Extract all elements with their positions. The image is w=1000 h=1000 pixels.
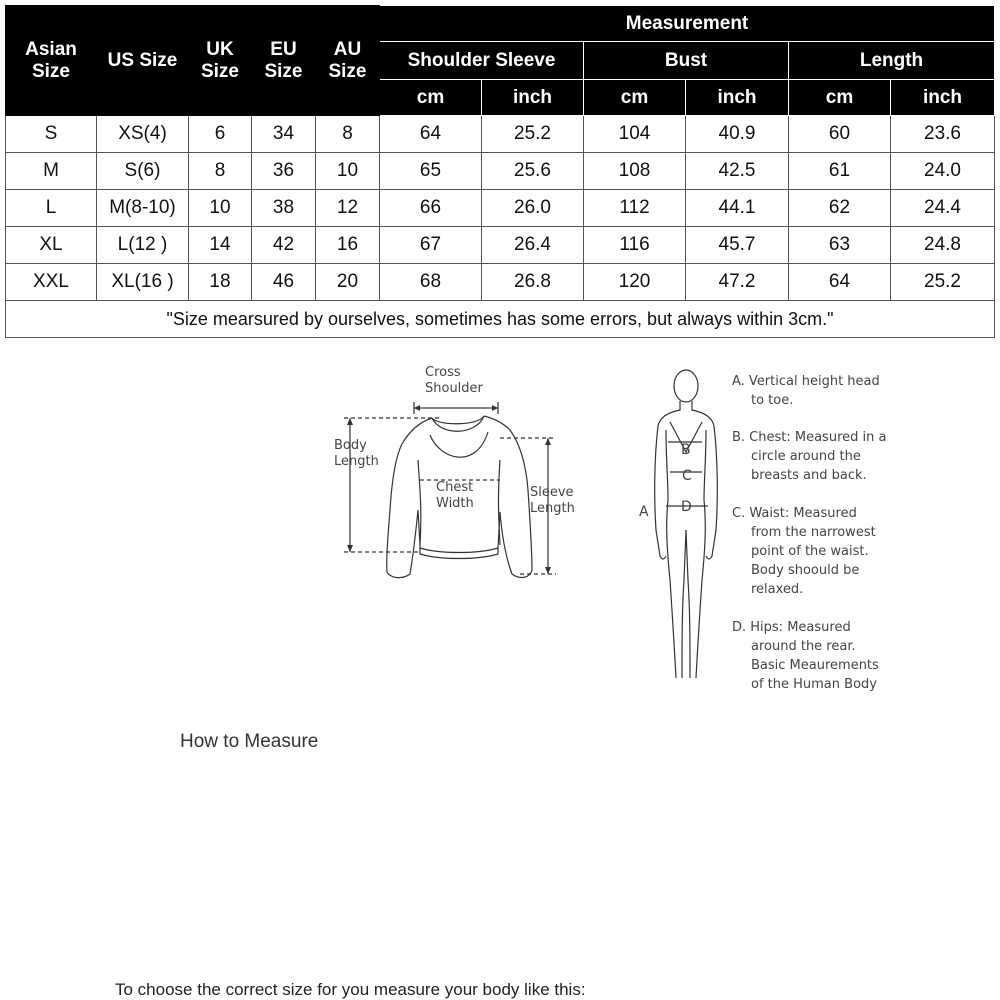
- body-length-label: [334, 438, 379, 470]
- table-row: [6, 264, 995, 301]
- cell-asian-size: S: [6, 116, 97, 153]
- table-row: [6, 190, 995, 227]
- header-unit-inch: inch: [891, 80, 995, 116]
- cell-bust-cm: 116: [584, 227, 686, 264]
- cell-au-size: 20: [316, 264, 380, 301]
- legend-item-line: from the narrowest: [751, 525, 876, 540]
- cell-shoulder-sleeve-cm: 64: [380, 116, 482, 153]
- header-us-size: US Size: [97, 6, 189, 116]
- legend-item-head: A. Vertical height head: [732, 374, 880, 389]
- measurement-note: "Size mearsured by ourselves, sometimes has some errors, but always within 3cm.": [6, 301, 995, 338]
- size-chart-table: [5, 5, 995, 338]
- header-unit-inch: inch: [482, 80, 584, 116]
- legend-item-b: [732, 428, 886, 485]
- cell-length-inch: 24.0: [891, 153, 995, 190]
- measurement-guide: [0, 360, 1000, 999]
- how-to-measure-title: How to Measure: [180, 731, 319, 752]
- legend-item-line: circle around the: [751, 449, 861, 464]
- cell-bust-inch: 45.7: [686, 227, 789, 264]
- cell-asian-size: L: [6, 190, 97, 227]
- body-length-label-line: Body: [334, 438, 367, 453]
- cell-us-size: M(8-10): [97, 190, 189, 227]
- header-unit-cm: cm: [789, 80, 891, 116]
- legend-item-line: of the Human Body: [751, 677, 877, 692]
- body-figure-sketch: [655, 370, 718, 678]
- chest-width-label-line: Width: [436, 496, 474, 511]
- header-unit-cm: cm: [584, 80, 686, 116]
- cell-eu-size: 46: [252, 264, 316, 301]
- cell-au-size: 10: [316, 153, 380, 190]
- cell-shoulder-sleeve-cm: 67: [380, 227, 482, 264]
- cell-us-size: S(6): [97, 153, 189, 190]
- header-measurement: Measurement: [380, 6, 995, 42]
- cell-length-inch: 25.2: [891, 264, 995, 301]
- legend-item-line: point of the waist.: [751, 544, 869, 559]
- cell-uk-size: 6: [189, 116, 252, 153]
- cell-au-size: 8: [316, 116, 380, 153]
- cell-length-inch: 24.4: [891, 190, 995, 227]
- cell-au-size: 16: [316, 227, 380, 264]
- cell-bust-inch: 47.2: [686, 264, 789, 301]
- cell-asian-size: XL: [6, 227, 97, 264]
- body-length-label-line: Length: [334, 454, 379, 469]
- cell-shoulder-sleeve-cm: 66: [380, 190, 482, 227]
- cell-bust-cm: 120: [584, 264, 686, 301]
- cell-shoulder-sleeve-cm: 68: [380, 264, 482, 301]
- legend-item-head: B. Chest: Measured in a: [732, 430, 887, 445]
- cell-bust-cm: 104: [584, 116, 686, 153]
- legend-item-line: to toe.: [751, 393, 794, 408]
- table-row: [6, 116, 995, 153]
- cross-shoulder-label: [425, 365, 483, 397]
- cell-uk-size: 14: [189, 227, 252, 264]
- cell-eu-size: 42: [252, 227, 316, 264]
- legend-item-head: C. Waist: Measured: [732, 506, 857, 521]
- legend-item-line: around the rear.: [751, 639, 856, 654]
- cell-length-inch: 23.6: [891, 116, 995, 153]
- cell-uk-size: 10: [189, 190, 252, 227]
- body-letter-b: B: [681, 442, 691, 458]
- legend-item-d: [732, 618, 879, 694]
- legend-item-line: relaxed.: [751, 582, 804, 597]
- cross-shoulder-label-line: Cross: [425, 365, 461, 380]
- legend-item-c: [732, 504, 876, 599]
- cell-bust-inch: 42.5: [686, 153, 789, 190]
- cell-shoulder-sleeve-inch: 25.2: [482, 116, 584, 153]
- header-au-size: AU Size: [316, 6, 380, 116]
- cell-eu-size: 38: [252, 190, 316, 227]
- size-rows: [6, 116, 995, 338]
- cell-length-cm: 60: [789, 116, 891, 153]
- header-uk-size: UK Size: [189, 6, 252, 116]
- cross-shoulder-label-line: Shoulder: [425, 381, 483, 396]
- cell-eu-size: 34: [252, 116, 316, 153]
- cell-shoulder-sleeve-inch: 25.6: [482, 153, 584, 190]
- note-row: [6, 301, 995, 338]
- cell-asian-size: XXL: [6, 264, 97, 301]
- cell-us-size: XL(16 ): [97, 264, 189, 301]
- body-letter-a: A: [639, 504, 649, 520]
- cell-shoulder-sleeve-cm: 65: [380, 153, 482, 190]
- cell-eu-size: 36: [252, 153, 316, 190]
- legend-item-line: Basic Meaurements: [751, 658, 879, 673]
- legend-item-line: breasts and back.: [751, 468, 867, 483]
- sleeve-length-label-line: Length: [530, 501, 575, 516]
- header-bust: Bust: [584, 42, 789, 80]
- cell-bust-cm: 108: [584, 153, 686, 190]
- cell-length-inch: 24.8: [891, 227, 995, 264]
- choose-size-instruction: To choose the correct size for you measure your body like this:: [115, 980, 586, 999]
- table-row: [6, 153, 995, 190]
- body-letter-c: C: [682, 468, 692, 484]
- cell-uk-size: 18: [189, 264, 252, 301]
- cell-length-cm: 62: [789, 190, 891, 227]
- sleeve-length-label-line: Sleeve: [530, 485, 574, 500]
- cell-shoulder-sleeve-inch: 26.4: [482, 227, 584, 264]
- table-row: [6, 227, 995, 264]
- legend-item-head: D. Hips: Measured: [732, 620, 851, 635]
- chest-width-label-line: Chest: [436, 480, 474, 495]
- header-asian-size: Asian Size: [6, 6, 97, 116]
- cell-shoulder-sleeve-inch: 26.8: [482, 264, 584, 301]
- sleeve-length-label: [530, 485, 575, 517]
- header-unit-inch: inch: [686, 80, 789, 116]
- legend-item-a: [732, 372, 880, 410]
- cell-bust-inch: 40.9: [686, 116, 789, 153]
- header-shoulder-sleeve: Shoulder Sleeve: [380, 42, 584, 80]
- cell-asian-size: M: [6, 153, 97, 190]
- cell-au-size: 12: [316, 190, 380, 227]
- header-eu-size: EU Size: [252, 6, 316, 116]
- body-letter-d: D: [681, 499, 692, 515]
- header-length: Length: [789, 42, 995, 80]
- cell-us-size: XS(4): [97, 116, 189, 153]
- cell-us-size: L(12 ): [97, 227, 189, 264]
- cell-length-cm: 63: [789, 227, 891, 264]
- header-unit-cm: cm: [380, 80, 482, 116]
- cell-bust-inch: 44.1: [686, 190, 789, 227]
- cell-bust-cm: 112: [584, 190, 686, 227]
- cell-length-cm: 61: [789, 153, 891, 190]
- cell-length-cm: 64: [789, 264, 891, 301]
- cell-shoulder-sleeve-inch: 26.0: [482, 190, 584, 227]
- chest-width-label: [436, 480, 474, 512]
- cell-uk-size: 8: [189, 153, 252, 190]
- legend-item-line: Body shoould be: [751, 563, 860, 578]
